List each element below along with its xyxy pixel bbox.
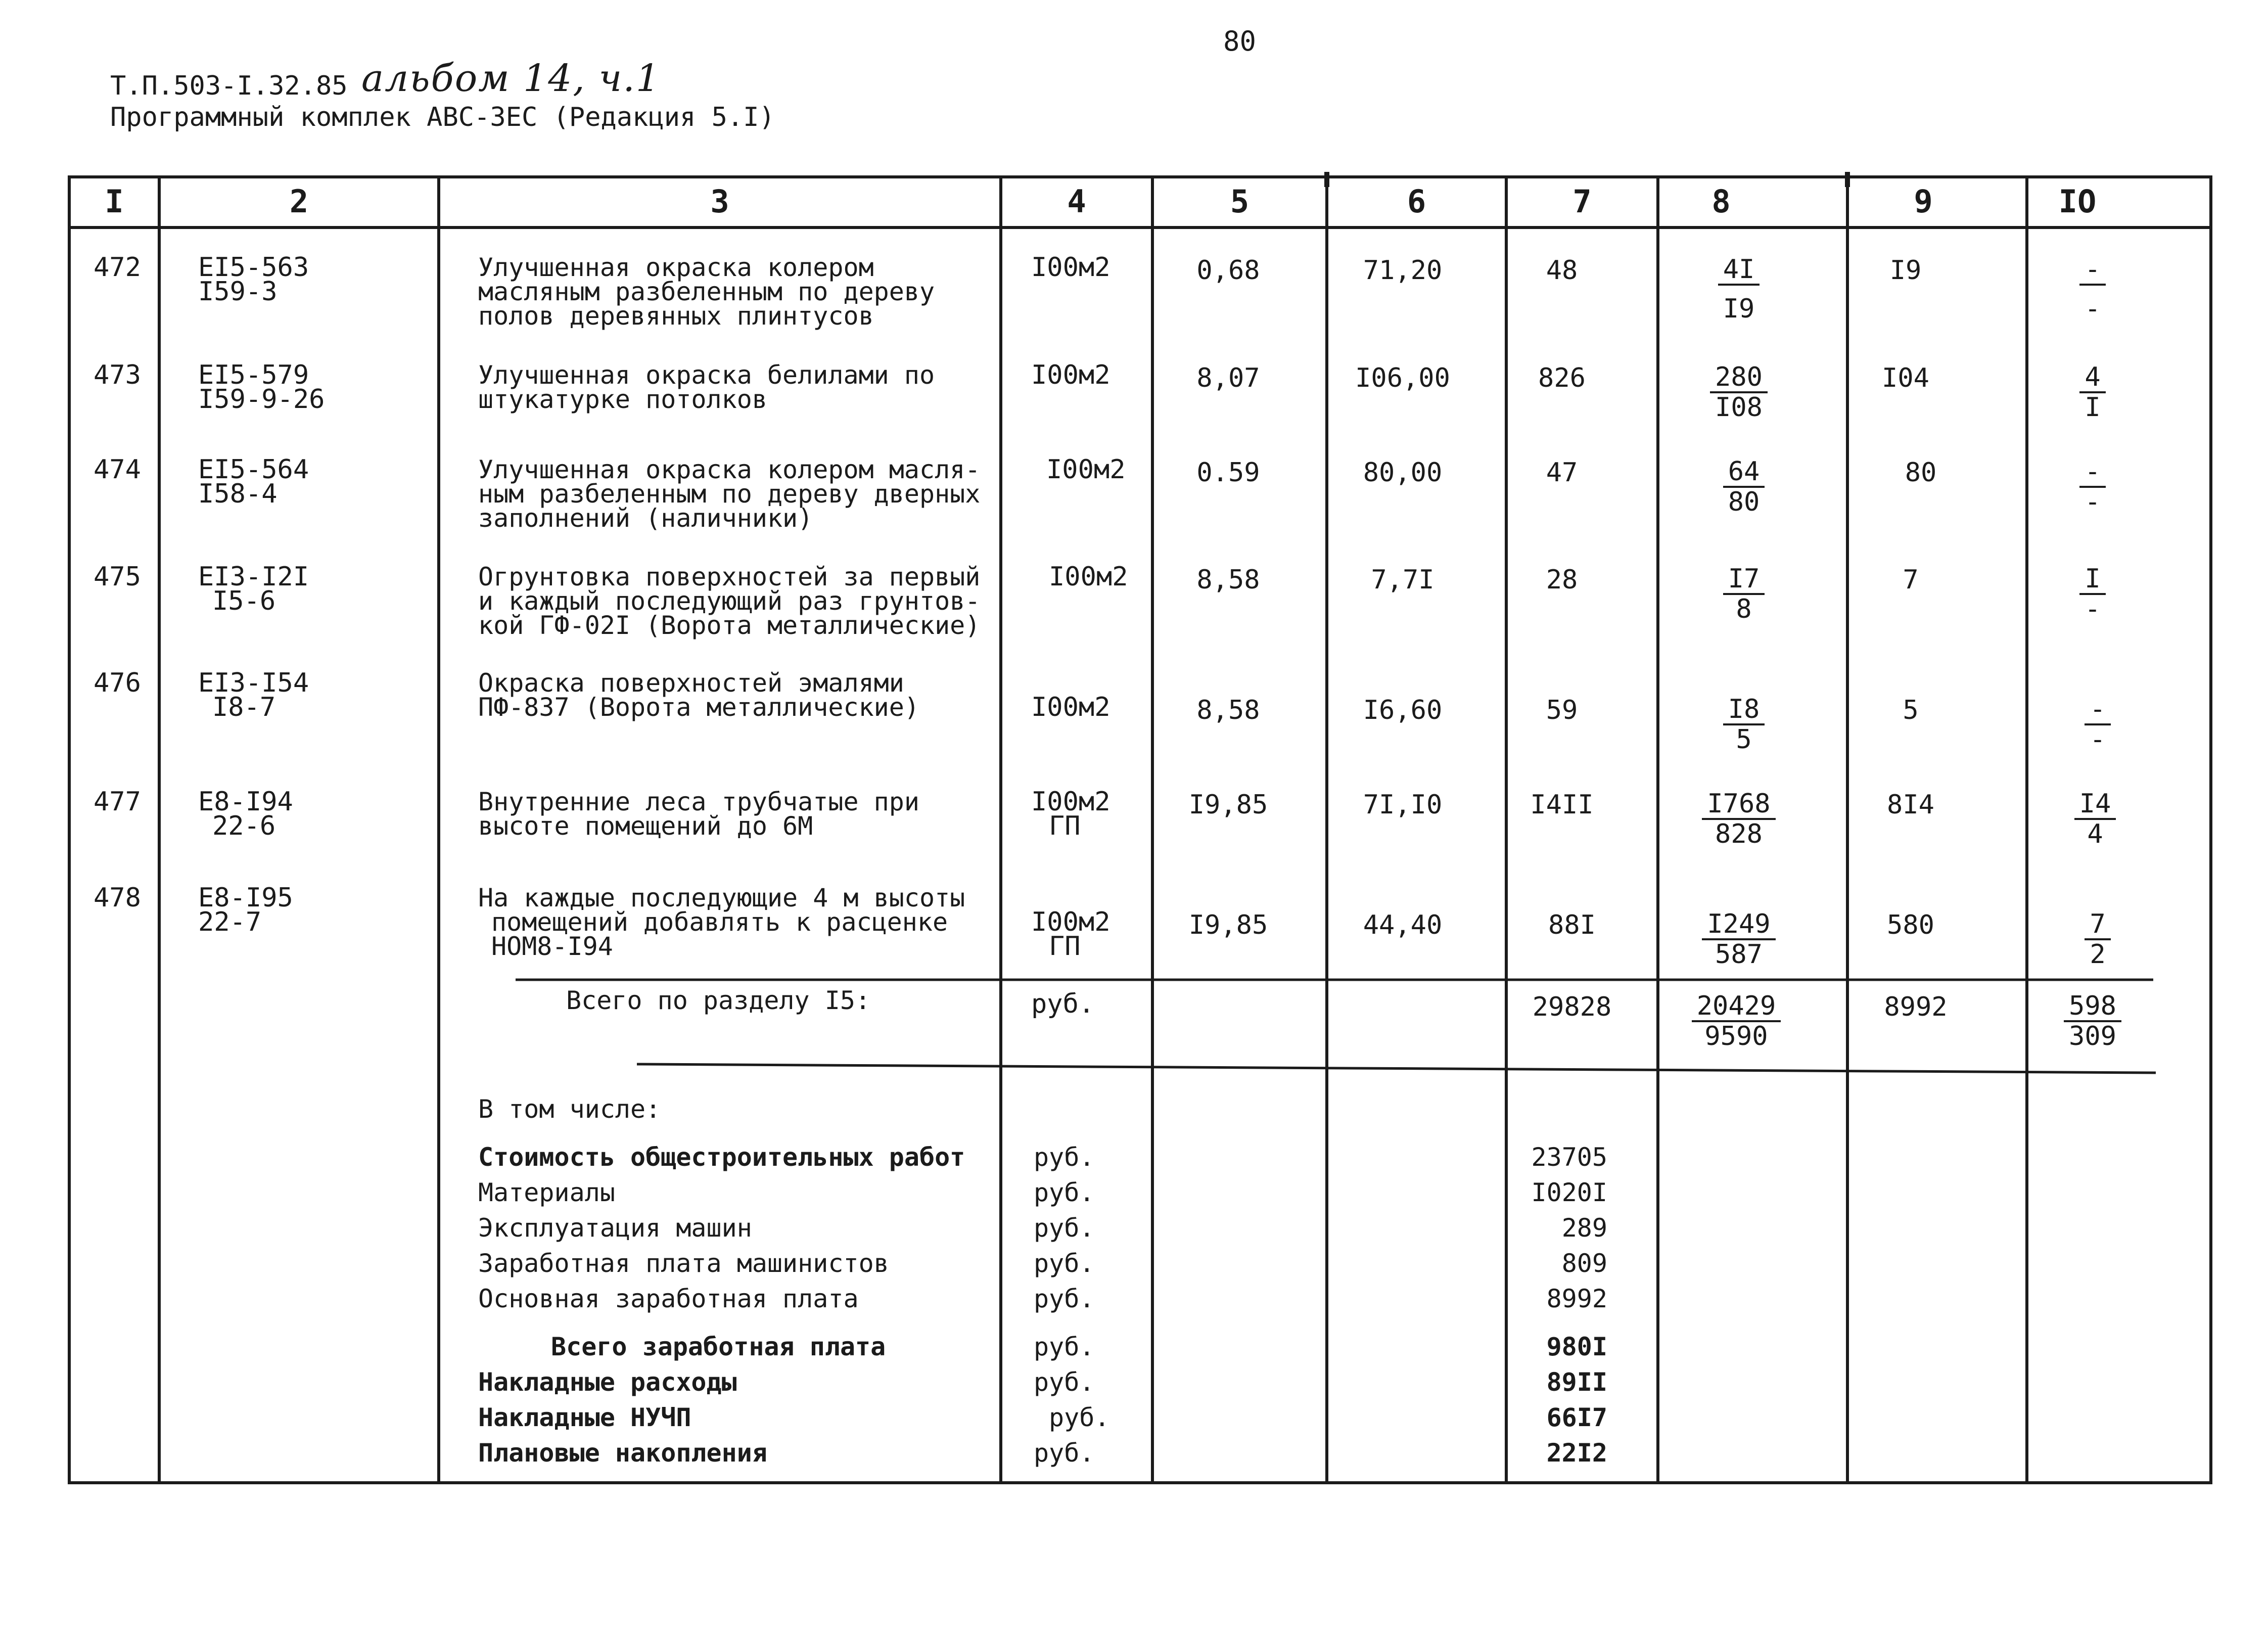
work-description-line1: Улучшенная окраска колером [478, 253, 874, 282]
col-header-5: 5 [1230, 183, 1249, 220]
section-total-label: Всего по разделу I5: [566, 986, 871, 1015]
col-header-7: 7 [1572, 183, 1592, 220]
materials-labor-fraction: $\frac{280}{I08}$ [1708, 363, 1769, 422]
rate-code: EI3-I54 [198, 668, 309, 698]
machine-fraction: $\frac{-}{-}$ [2062, 695, 2133, 754]
base-wage: 8I4 [1887, 790, 1934, 820]
breakdown-unit: руб. [1034, 1213, 1095, 1243]
breakdown-unit: руб. [1034, 1249, 1095, 1278]
breakdown-label: Стоимость общестроительных работ [478, 1143, 965, 1172]
unit-price: I6,60 [1363, 695, 1443, 725]
work-description-line3: НОМ8-I94 [491, 932, 613, 961]
machine-fraction: $\frac{4}{I}$ [2062, 363, 2123, 422]
work-description-line2: ПФ-837 (Ворота металлические) [478, 693, 919, 722]
quantity: 8,58 [1196, 695, 1260, 725]
total-cost: I4II [1530, 790, 1594, 820]
breakdown-label: Всего заработная плата [551, 1332, 886, 1361]
work-description-line2: и каждый последующий раз грунтов- [478, 586, 981, 616]
col-header-2: 2 [289, 183, 309, 220]
materials-labor-fraction: $\frac{64}{80}$ [1708, 458, 1779, 516]
breakdown-label: Эксплуатация машин [478, 1213, 752, 1243]
breakdown-value: 23705 [1531, 1143, 1607, 1172]
rate-code: EI3-I2I [198, 562, 309, 592]
work-description-line2: штукатурке потолков [478, 385, 767, 414]
unit: I00м2 [1049, 562, 1128, 592]
rate-code: EI5-563 [198, 252, 309, 283]
breakdown-value: 66I7 [1546, 1403, 1607, 1432]
work-description-line3: полов деревянных плинтусов [478, 301, 874, 331]
materials-labor-fraction: $\frac{I768}{828}$ [1693, 790, 1784, 848]
col-header-6: 6 [1407, 183, 1426, 220]
rate-code: EI5-564 [198, 454, 309, 485]
row-number: 473 [94, 360, 141, 390]
breakdown-value: 89II [1546, 1367, 1607, 1397]
document-code: Т.П.503-I.32.85 [110, 71, 348, 101]
breakdown-label: Заработная плата машинистов [478, 1249, 889, 1278]
base-wage: I9 [1889, 255, 1922, 286]
breakdown-value: 8992 [1546, 1284, 1607, 1313]
breakdown-value: 289 [1561, 1213, 1607, 1243]
work-description-line2: масляным разбеленным по дереву [478, 277, 935, 306]
unit-extra: ГП [1049, 811, 1081, 841]
rate-subcode: I58-4 [198, 479, 277, 509]
machine-fraction: $\frac{-}{-}$ [2062, 458, 2123, 516]
section-total-materials-fraction: $\frac{20429}{9590}$ [1673, 992, 1799, 1051]
machine-fraction: $\frac{7}{2}$ [2062, 910, 2133, 969]
materials-labor-fraction: $\frac{I8}{5}$ [1708, 695, 1779, 754]
unit-price: 71,20 [1363, 255, 1443, 286]
col-header-10: IO [2058, 183, 2097, 220]
row-number: 474 [94, 454, 141, 485]
row-number: 472 [94, 252, 141, 283]
col-header-3: 3 [710, 183, 729, 220]
work-description-line1: На каждые последующие 4 м высоты [478, 883, 965, 913]
breakdown-unit: руб. [1034, 1367, 1095, 1397]
machine-fraction: $\frac{I4}{4}$ [2057, 790, 2133, 848]
work-description-line2: помещений добавлять к расценке [491, 907, 948, 937]
rate-code: EI5-579 [198, 360, 309, 390]
breakdown-label: Накладные расходы [478, 1367, 737, 1397]
unit: I00м2 [1031, 692, 1110, 722]
unit: I00м2 [1031, 252, 1110, 283]
work-description-line2: высоте помещений до 6М [478, 811, 813, 841]
breakdown-unit: руб. [1049, 1403, 1110, 1432]
col-header-1: I [105, 183, 124, 220]
row-number: 475 [94, 562, 141, 592]
unit: I00м2 [1031, 787, 1110, 817]
work-description-line1: Улучшенная окраска белилами по [478, 360, 935, 390]
work-description-line1: Внутренние леса трубчатые при [478, 787, 919, 816]
section-total-cost: 29828 [1532, 992, 1612, 1022]
unit: I00м2 [1031, 360, 1110, 390]
base-wage: 7 [1903, 565, 1919, 595]
breakdown-value: 22I2 [1546, 1438, 1607, 1468]
breakdown-value: 809 [1561, 1249, 1607, 1278]
breakdown-label: Материалы [478, 1178, 615, 1207]
quantity: 8,58 [1196, 565, 1260, 595]
breakdown-value: I020I [1531, 1178, 1607, 1207]
breakdown-unit: руб. [1034, 1438, 1095, 1468]
base-wage: 80 [1905, 458, 1937, 488]
total-cost: 59 [1546, 695, 1578, 725]
breakdown-value: 980I [1546, 1332, 1607, 1361]
total-cost: 47 [1546, 458, 1578, 488]
section-total-wage: 8992 [1884, 992, 1948, 1022]
machine-fraction: $\frac{I}{-}$ [2062, 565, 2123, 623]
rate-subcode: 22-6 [212, 811, 276, 841]
quantity: I9,85 [1188, 790, 1268, 820]
work-description-line3: кой ГФ-02I (Ворота металлические) [478, 611, 981, 640]
materials-labor-fraction: $\frac{I7}{8}$ [1708, 565, 1779, 623]
col-header-8: 8 [1711, 183, 1731, 220]
unit: I00м2 [1046, 454, 1126, 485]
base-wage: 5 [1903, 695, 1919, 725]
base-wage: I04 [1882, 363, 1929, 393]
rate-subcode: I59-9-26 [198, 384, 325, 415]
col-header-9: 9 [1914, 183, 1933, 220]
breakdown-label: Накладные НУЧП [478, 1403, 691, 1432]
unit-price: 7I,I0 [1363, 790, 1443, 820]
section-total-machine-fraction: $\frac{598}{309}$ [2050, 992, 2136, 1051]
handwritten-note: альбом 14, ч.1 [361, 57, 661, 100]
base-wage: 580 [1887, 910, 1934, 940]
work-description-line1: Окраска поверхностей эмалями [478, 668, 904, 698]
unit-price: 80,00 [1363, 458, 1443, 488]
col-header-4: 4 [1067, 183, 1086, 220]
row-number: 478 [94, 883, 141, 913]
rate-code: E8-I95 [198, 883, 293, 913]
section-total-unit: руб. [1031, 989, 1095, 1019]
quantity: 0.59 [1196, 458, 1260, 488]
materials-labor-fraction: $\frac{I249}{587}$ [1693, 910, 1784, 969]
machine-fraction: $\frac{-}{-}$ [2062, 255, 2123, 323]
rate-subcode: I59-3 [198, 277, 277, 307]
unit-price: 44,40 [1363, 910, 1443, 940]
breakdown-label: Основная заработная плата [478, 1284, 859, 1313]
unit-price: 7,7I [1371, 565, 1434, 595]
total-cost: 826 [1538, 363, 1586, 393]
unit-price: I06,00 [1355, 363, 1450, 393]
total-cost: 48 [1546, 255, 1578, 286]
breakdown-label: Плановые накопления [478, 1438, 767, 1468]
rate-subcode: I8-7 [212, 692, 276, 722]
rate-subcode: 22-7 [198, 907, 262, 937]
row-number: 476 [94, 668, 141, 698]
total-cost: 28 [1546, 565, 1578, 595]
breakdown-unit: руб. [1034, 1284, 1095, 1313]
program-title: Программный комплек АВС-ЗЕС (Редакция 5.I) [110, 102, 775, 132]
breakdown-unit: руб. [1034, 1143, 1095, 1172]
work-description-line2: ным разбеленным по дереву дверных [478, 479, 981, 509]
rate-code: E8-I94 [198, 787, 293, 817]
unit: I00м2 [1031, 907, 1110, 937]
work-description-line3: заполнений (наличники) [478, 504, 813, 533]
quantity: 0,68 [1196, 255, 1260, 286]
quantity: 8,07 [1196, 363, 1260, 393]
row-number: 477 [94, 787, 141, 817]
rate-subcode: I5-6 [212, 586, 276, 616]
breakdown-unit: руб. [1034, 1178, 1095, 1207]
work-description-line1: Улучшенная окраска колером масля- [478, 455, 981, 484]
work-description-line1: Огрунтовка поверхностей за первый [478, 562, 981, 591]
materials-labor-fraction: $\frac{4I}{I9}$ [1708, 255, 1769, 323]
quantity: I9,85 [1188, 910, 1268, 940]
total-cost: 88I [1548, 910, 1596, 940]
unit-extra: ГП [1049, 931, 1081, 962]
page-number: 80 [1223, 25, 1257, 57]
breakdown-unit: руб. [1034, 1332, 1095, 1361]
breakdown-title: В том числе: [478, 1094, 661, 1124]
